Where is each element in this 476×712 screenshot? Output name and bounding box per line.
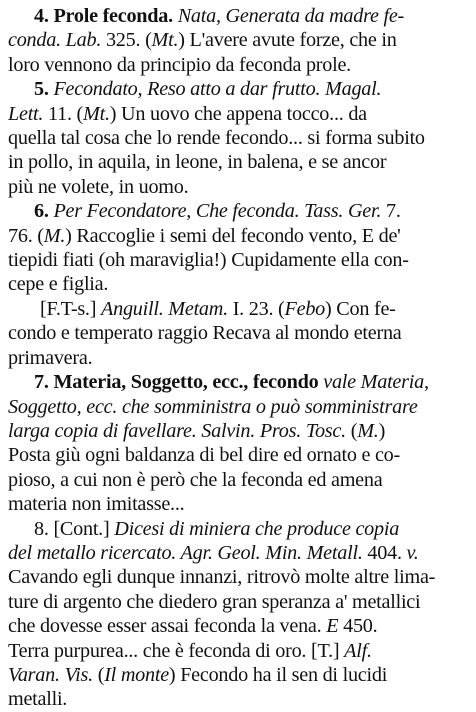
text-line: 8. [Cont.] Dicesi di miniera che produce copia [34, 517, 400, 540]
text-line: 76. (M.) Raccoglie i semi del fecondo vento, E de' [8, 224, 401, 247]
text-line: quella tal cosa che lo rende fecondo... si forma subito [8, 127, 425, 150]
text-line: conda. Lab. 325. (Mt.) L'avere avute forze, che in [8, 29, 397, 52]
text-line: Varan. Vis. (Il monte) Fecondo ha il sen di lucidi [8, 663, 388, 686]
text-line: [F.T-s.] Anguill. Metam. I. 23. (Febo) Con fe- [40, 297, 396, 320]
text-line: più ne volete, in uomo. [8, 175, 189, 198]
text-line: cepe e figlia. [8, 273, 109, 296]
text-line: pioso, a cui non è però che la feconda ed amena [8, 468, 383, 491]
text-line: ture di argento che diedero gran speranza a' metallici [8, 590, 421, 613]
text-line: del metallo ricercato. Agr. Geol. Min. Metall. 404. v. [8, 541, 419, 564]
text-line: 5. Fecondato, Reso atto a dar frutto. Magal. [34, 78, 382, 101]
text-line: in pollo, in aquila, in leone, in balena, e se ancor [8, 151, 387, 174]
dictionary-text [8, 4, 466, 712]
text-line: Posta giù ogni baldanza di bel dire ed ornato e co- [8, 444, 400, 467]
text-line: tiepidi fiati (oh maraviglia!) Cupidamente ella con- [8, 249, 409, 272]
text-line: larga copia di favellare. Salvin. Pros. Tosc. (M.) [8, 419, 386, 442]
text-line: Soggetto, ecc. che somministra o può somministrare [8, 395, 418, 418]
text-line: Lett. 11. (Mt.) Un uovo che appena tocco... da [8, 102, 367, 125]
text-line: 6. Per Fecondatore, Che feconda. Tass. Ger. 7. [34, 200, 401, 223]
text-line: 7. Materia, Soggetto, ecc., fecondo vale Materia, [34, 371, 429, 394]
text-line: 4. Prole feconda. Nata, Generata da madre fe- [34, 5, 405, 27]
text-line: primavera. [8, 346, 93, 369]
text-line: Cavando egli dunque innanzi, ritrovò molte altre lima- [8, 566, 436, 589]
text-line: materia non imitasse... [8, 493, 185, 516]
entry-number: 4. [34, 5, 49, 27]
text-line: Terra purpurea... che è feconda di oro. [T.] Alf. [8, 639, 372, 662]
text-line: metalli. [8, 688, 68, 711]
text-line: loro vennono da principio da feconda prole. [8, 53, 351, 76]
text-line: che dovesse esser assai feconda la vena. E 450. [8, 615, 378, 638]
text-line: condo e temperato raggio Recava al mondo eterna [8, 322, 402, 345]
